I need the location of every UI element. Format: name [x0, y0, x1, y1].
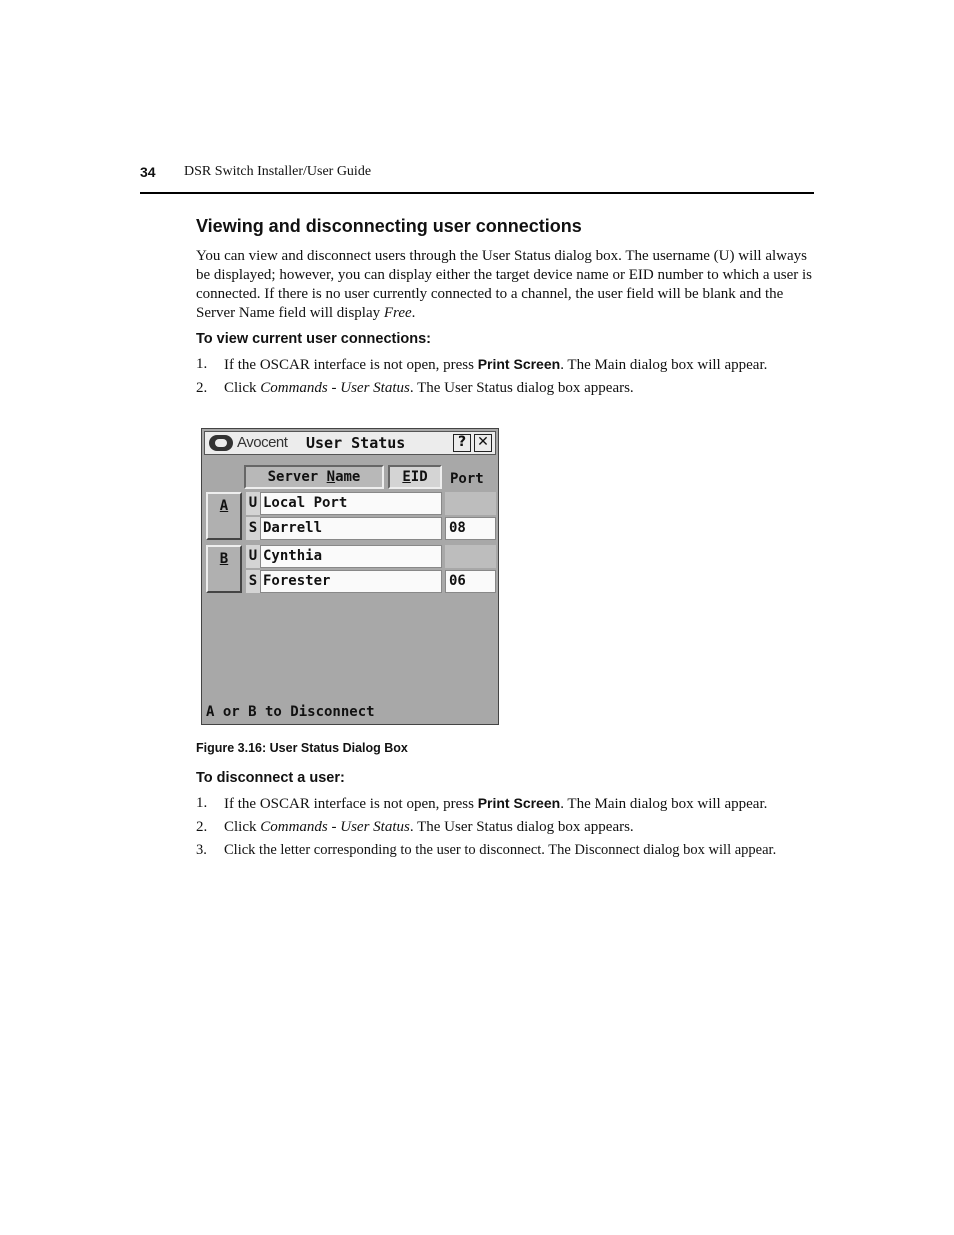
server-tag: S — [246, 570, 260, 593]
server-row — [202, 570, 498, 593]
disconnect-a-button[interactable]: A — [206, 492, 242, 540]
help-button[interactable]: ? — [453, 434, 471, 452]
figure-caption: Figure 3.16: User Status Dialog Box — [196, 741, 408, 755]
server-row — [202, 517, 498, 540]
user-tag: U — [246, 545, 260, 568]
page-header — [140, 164, 814, 194]
port-field-empty — [445, 492, 496, 515]
list-item: 2. Click Commands - User Status. The User Status dialog box appears. — [196, 380, 634, 396]
user-row — [202, 545, 498, 568]
dialog-titlebar — [204, 431, 496, 455]
port-field: 08 — [445, 517, 496, 540]
user-tag: U — [246, 492, 260, 515]
avocent-logo-icon — [209, 435, 233, 451]
disconnect-b-button[interactable]: B — [206, 545, 242, 593]
disconnect-heading: To disconnect a user: — [196, 770, 345, 786]
port-field: 06 — [445, 570, 496, 593]
view-heading: To view current user connections: — [196, 331, 432, 347]
menu-path: Commands - User Status — [260, 380, 410, 396]
section-content — [196, 216, 816, 402]
user-row — [202, 492, 498, 515]
dialog-footer-hint: A or B to Disconnect — [206, 704, 375, 720]
port-field-empty — [445, 545, 496, 568]
user-field: Cynthia — [260, 545, 442, 568]
list-item: 3. Click the letter corresponding to the user to disconnect. The Disconnect dialog box will appear. — [196, 842, 777, 858]
menu-path: Commands - User Status — [260, 819, 410, 835]
running-title: DSR Switch Installer/User Guide — [184, 164, 372, 179]
dialog-title: User Status — [306, 434, 406, 452]
server-field: Darrell — [260, 517, 442, 540]
print-screen-key: Print Screen — [477, 356, 561, 372]
page-number: 34 — [140, 164, 156, 180]
disconnect-section — [196, 770, 816, 864]
section-title: Viewing and disconnecting user connections — [196, 216, 582, 236]
user-status-dialog — [201, 428, 499, 725]
intro-paragraph: You can view and disconnect users through the User Status dialog box. The username (U) will always be displayed; however, you can display either the target device name or EID number to which a user is connected. If there is no user currently connected to a channel, the user field will be blank and the Server Name field will display Free. — [196, 248, 813, 321]
server-name-column-button[interactable]: Server Name — [244, 465, 384, 489]
brand-name: Avocent — [237, 434, 288, 451]
server-field: Forester — [260, 570, 442, 593]
eid-column-button[interactable]: EID — [388, 465, 442, 489]
view-steps — [196, 355, 816, 398]
list-item: 2. Click Commands - User Status. The User Status dialog box appears. — [196, 819, 634, 835]
close-button[interactable]: ✕ — [474, 434, 492, 452]
user-field: Local Port — [260, 492, 442, 515]
list-item: 1. If the OSCAR interface is not open, press Print Screen. The Main dialog box will appear. — [196, 356, 768, 373]
disconnect-steps — [196, 794, 816, 860]
list-item: 1. If the OSCAR interface is not open, press Print Screen. The Main dialog box will appear. — [196, 795, 768, 812]
print-screen-key: Print Screen — [477, 795, 561, 811]
server-tag: S — [246, 517, 260, 540]
port-column-header: Port — [450, 471, 484, 487]
